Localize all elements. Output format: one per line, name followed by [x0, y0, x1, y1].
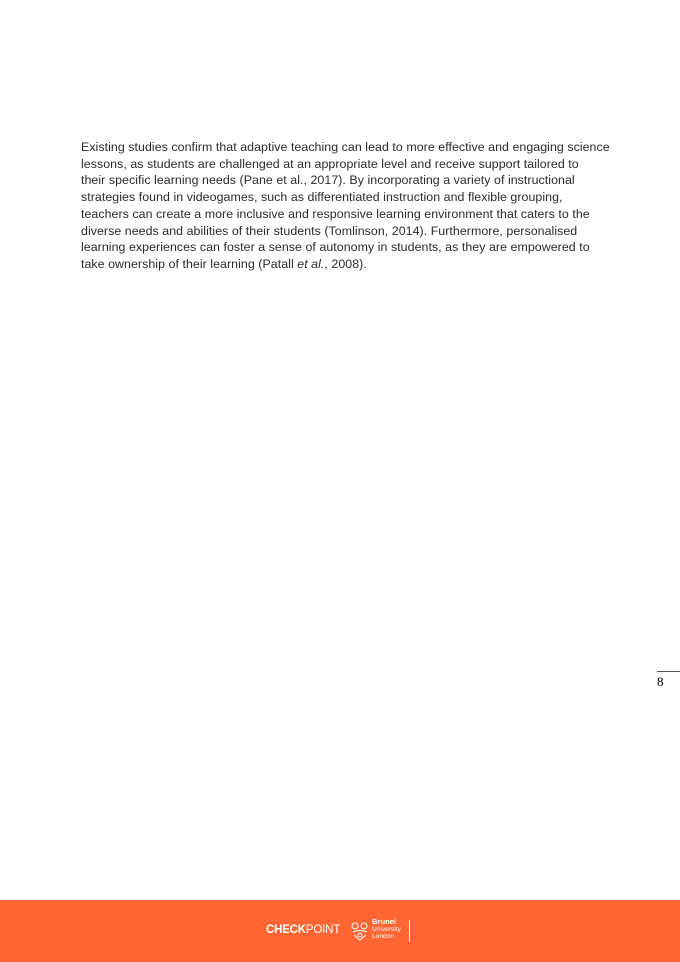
- brunel-line3: London: [372, 933, 395, 941]
- text-line: learning experiences can foster a sense of autonomy in students, as they are empowered to: [81, 240, 590, 255]
- text-line: lessons, as students are challenged at an appropriate level and receive support tailored to: [81, 156, 579, 171]
- text-line: their specific learning needs (Pane et al., 2017). By incorporating a variety of instructional: [81, 173, 575, 188]
- checkpoint-logo: [266, 924, 340, 936]
- text-line: strategies found in videogames, such as differentiated instruction and flexible grouping,: [81, 190, 563, 205]
- brunel-logo-text: [372, 918, 401, 941]
- text-segment: , 2008).: [324, 256, 367, 271]
- text-line: teachers can create a more inclusive and responsive learning environment that caters to the: [81, 206, 590, 221]
- body-paragraph: [81, 139, 656, 273]
- checkpoint-logo-light: POINT: [305, 924, 341, 936]
- citation-italic: et al.: [297, 256, 325, 271]
- brunel-line1: Brunel: [372, 917, 397, 926]
- text-line: Existing studies confirm that adaptive teaching can lead to more effective and engaging science: [81, 140, 610, 154]
- checkpoint-logo-bold: CHECK: [266, 924, 306, 936]
- page-number: 8: [657, 674, 664, 689]
- text-line-last: [81, 256, 656, 273]
- brunel-crest-icon: [350, 920, 370, 942]
- brunel-logo-divider: [409, 920, 410, 942]
- text-segment: take ownership of their learning (Patall: [81, 256, 298, 271]
- page-number-rule: [657, 671, 680, 672]
- text-line: diverse needs and abilities of their students (Tomlinson, 2014). Furthermore, personalised: [81, 223, 578, 238]
- brunel-line2: University: [372, 925, 401, 933]
